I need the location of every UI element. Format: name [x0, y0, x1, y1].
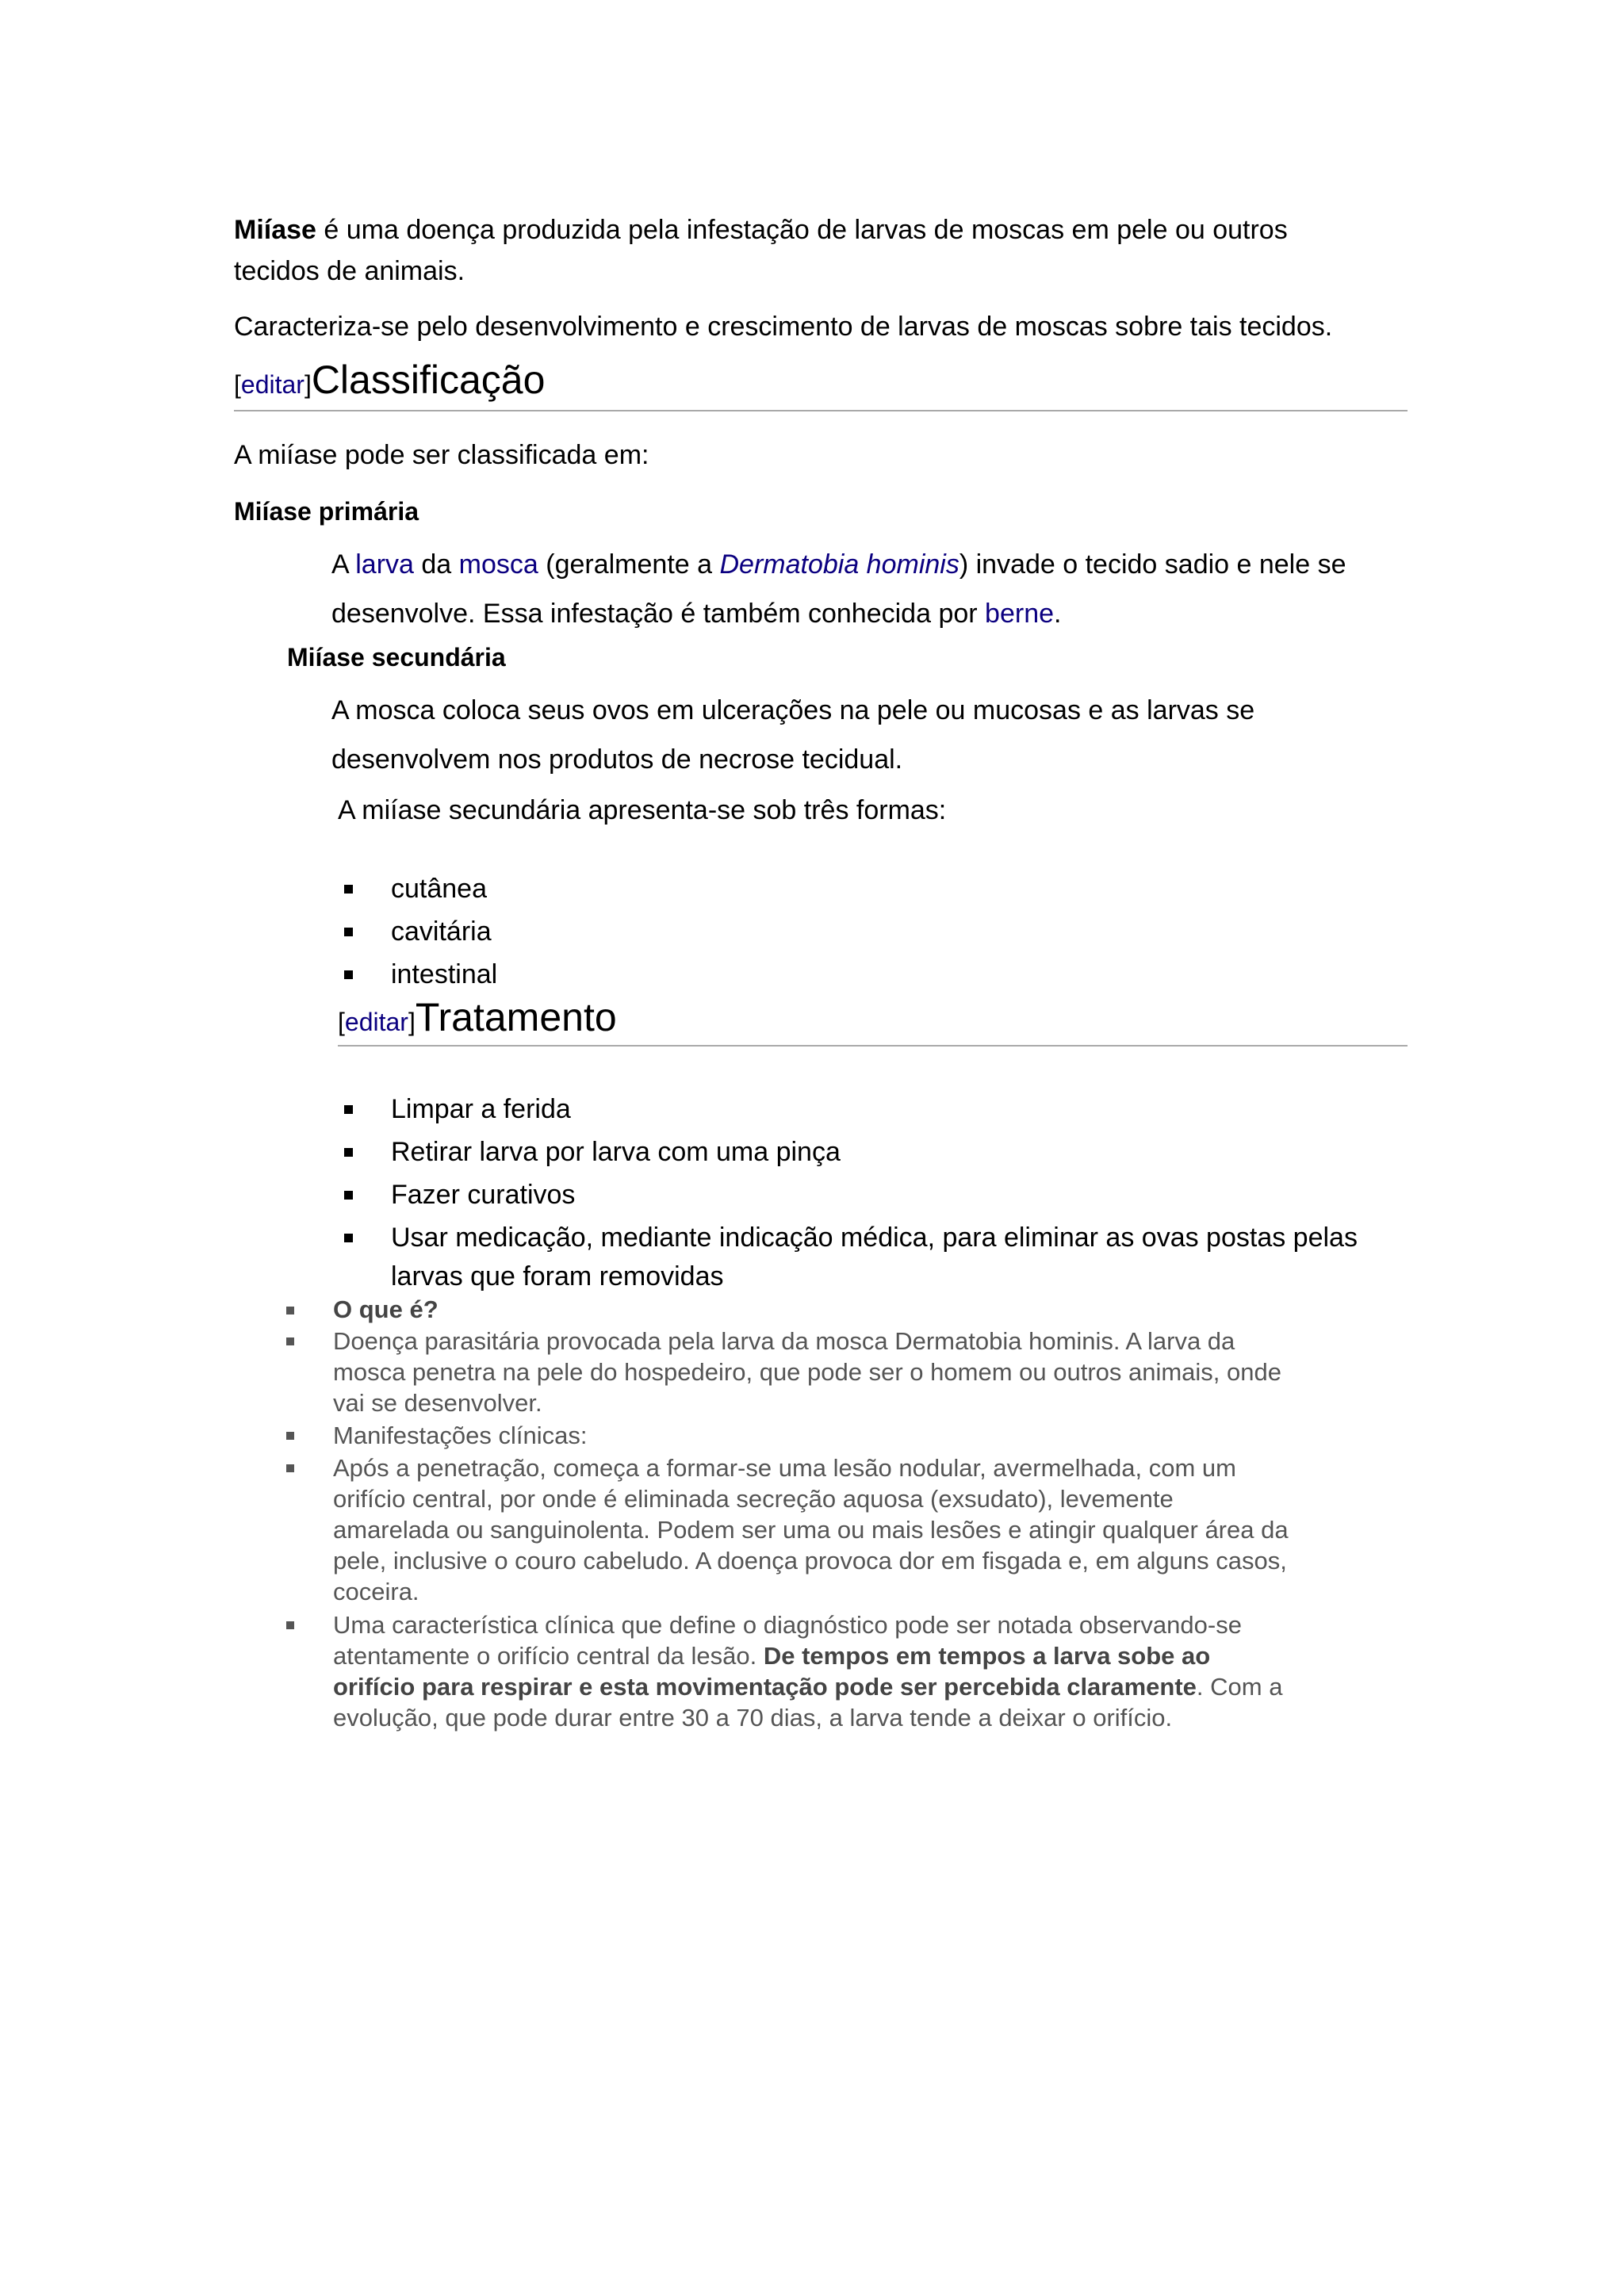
heading-classificacao — [234, 357, 545, 404]
bullet-square-icon — [286, 1464, 294, 1472]
edit-bracket-close: ] — [408, 1008, 416, 1036]
bullet-square-icon — [344, 1148, 353, 1157]
primaria-text-d: ) invade o tecido sadio e nele se — [959, 549, 1346, 580]
info-manif-line: pele, inclusive o couro cabeludo. A doença provoca dor em fisgada e, em alguns casos, — [333, 1547, 1287, 1575]
primaria-text-b: da — [413, 549, 459, 580]
info-diag-line-3 — [333, 1671, 1282, 1702]
info-manif-line: coceira. — [333, 1578, 419, 1605]
bullet-square-icon — [286, 1337, 294, 1345]
info-diag-bold: De tempos em tempos a larva sobe ao — [763, 1642, 1211, 1670]
primaria-text-f: . — [1054, 599, 1062, 629]
heading-tratamento — [338, 994, 617, 1041]
list-item-tratamento: Retirar larva por larva com uma pinça — [391, 1137, 841, 1167]
primaria-line-1 — [331, 549, 1346, 580]
info-question-title: O que é? — [333, 1295, 439, 1323]
primaria-text-a: A — [331, 549, 356, 580]
primaria-text-c: (geralmente a — [538, 549, 720, 580]
info-diag-line-2 — [333, 1640, 1210, 1671]
bullet-square-icon — [286, 1621, 294, 1629]
bullet-square-icon — [344, 885, 353, 894]
secundaria-line-2: desenvolvem nos produtos de necrose tecidual. — [331, 744, 903, 775]
section-title-tratamento: Tratamento — [415, 995, 617, 1039]
list-item-form: cavitária — [391, 916, 492, 947]
classificacao-intro: A miíase pode ser classificada em: — [234, 440, 649, 470]
list-item-tratamento-line-2: larvas que foram removidas — [391, 1261, 724, 1292]
bullet-square-icon — [344, 1191, 353, 1200]
secundaria-forms-intro: A miíase secundária apresenta-se sob três formas: — [338, 795, 947, 825]
link-larva[interactable]: larva — [355, 549, 414, 580]
link-mosca[interactable]: mosca — [458, 549, 538, 580]
intro-line-1-text: é uma doença produzida pela infestação de larvas de moscas em pele ou outros — [316, 215, 1288, 245]
info-def-line: Doença parasitária provocada pela larva da mosca Dermatobia hominis. A larva da — [333, 1327, 1235, 1355]
edit-bracket-open: [ — [338, 1008, 345, 1036]
info-manif-line: Após a penetração, começa a formar-se uma lesão nodular, avermelhada, com um — [333, 1454, 1236, 1482]
intro-term: Miíase — [234, 215, 316, 245]
bullet-square-icon — [344, 1105, 353, 1114]
info-manif-line: amarelada ou sanguinolenta. Podem ser uma ou mais lesões e atingir qualquer área da — [333, 1516, 1289, 1544]
bullet-square-icon — [344, 1234, 353, 1242]
intro-line-3: Caracteriza-se pelo desenvolvimento e crescimento de larvas de moscas sobre tais tecidos. — [234, 312, 1333, 342]
list-item-tratamento-line-1: Usar medicação, mediante indicação médica, para eliminar as ovas postas pelas — [391, 1223, 1358, 1253]
info-diag-line-1: Uma característica clínica que define o diagnóstico pode ser notada observando-se — [333, 1611, 1242, 1639]
primaria-title: Miíase primária — [234, 497, 419, 526]
list-item-form: cutânea — [391, 874, 487, 904]
info-def-line: mosca penetra na pele do hospedeiro, que pode ser o homem ou outros animais, onde — [333, 1358, 1281, 1386]
list-item-form: intestinal — [391, 959, 498, 989]
info-manif-line: orifício central, por onde é eliminada secreção aquosa (exsudato), levemente — [333, 1485, 1174, 1513]
info-diag-text: atentamente o orifício central da lesão. — [333, 1642, 764, 1670]
info-diag-line-4: evolução, que pode durar entre 30 a 70 dias, a larva tende a deixar o orifício. — [333, 1704, 1173, 1732]
bullet-square-icon — [344, 970, 353, 979]
list-item-tratamento: Limpar a ferida — [391, 1094, 571, 1124]
secundaria-line-1: A mosca coloca seus ovos em ulcerações na pele ou mucosas e as larvas se — [331, 695, 1255, 725]
info-def-line: vai se desenvolver. — [333, 1389, 542, 1417]
primaria-line-2 — [331, 598, 1061, 629]
link-dermatobia-hominis[interactable]: Dermatobia hominis — [719, 549, 959, 580]
info-diag-text: . Com a — [1196, 1673, 1283, 1701]
edit-link-tratamento[interactable]: editar — [344, 1008, 408, 1036]
secundaria-title: Miíase secundária — [287, 643, 506, 672]
info-manif-title: Manifestações clínicas: — [333, 1422, 588, 1449]
bullet-square-icon — [286, 1432, 294, 1440]
intro-line-1 — [234, 214, 1288, 246]
edit-bracket-close: ] — [304, 370, 312, 399]
bullet-square-icon — [286, 1307, 294, 1314]
bullet-square-icon — [344, 928, 353, 936]
section-title-classificacao: Classificação — [311, 358, 546, 402]
edit-bracket-open: [ — [234, 370, 241, 399]
link-berne[interactable]: berne — [985, 599, 1055, 629]
info-diag-bold: orifício para respirar e esta movimentação pode ser percebida claramente — [333, 1673, 1197, 1701]
intro-line-2: tecidos de animais. — [234, 256, 465, 286]
primaria-text-e: desenvolve. Essa infestação é também conhecida por — [331, 599, 986, 629]
divider-tratamento — [338, 1045, 1408, 1047]
divider-classificacao — [234, 410, 1408, 411]
list-item-tratamento: Fazer curativos — [391, 1180, 576, 1210]
edit-link-classificacao[interactable]: editar — [240, 370, 304, 399]
